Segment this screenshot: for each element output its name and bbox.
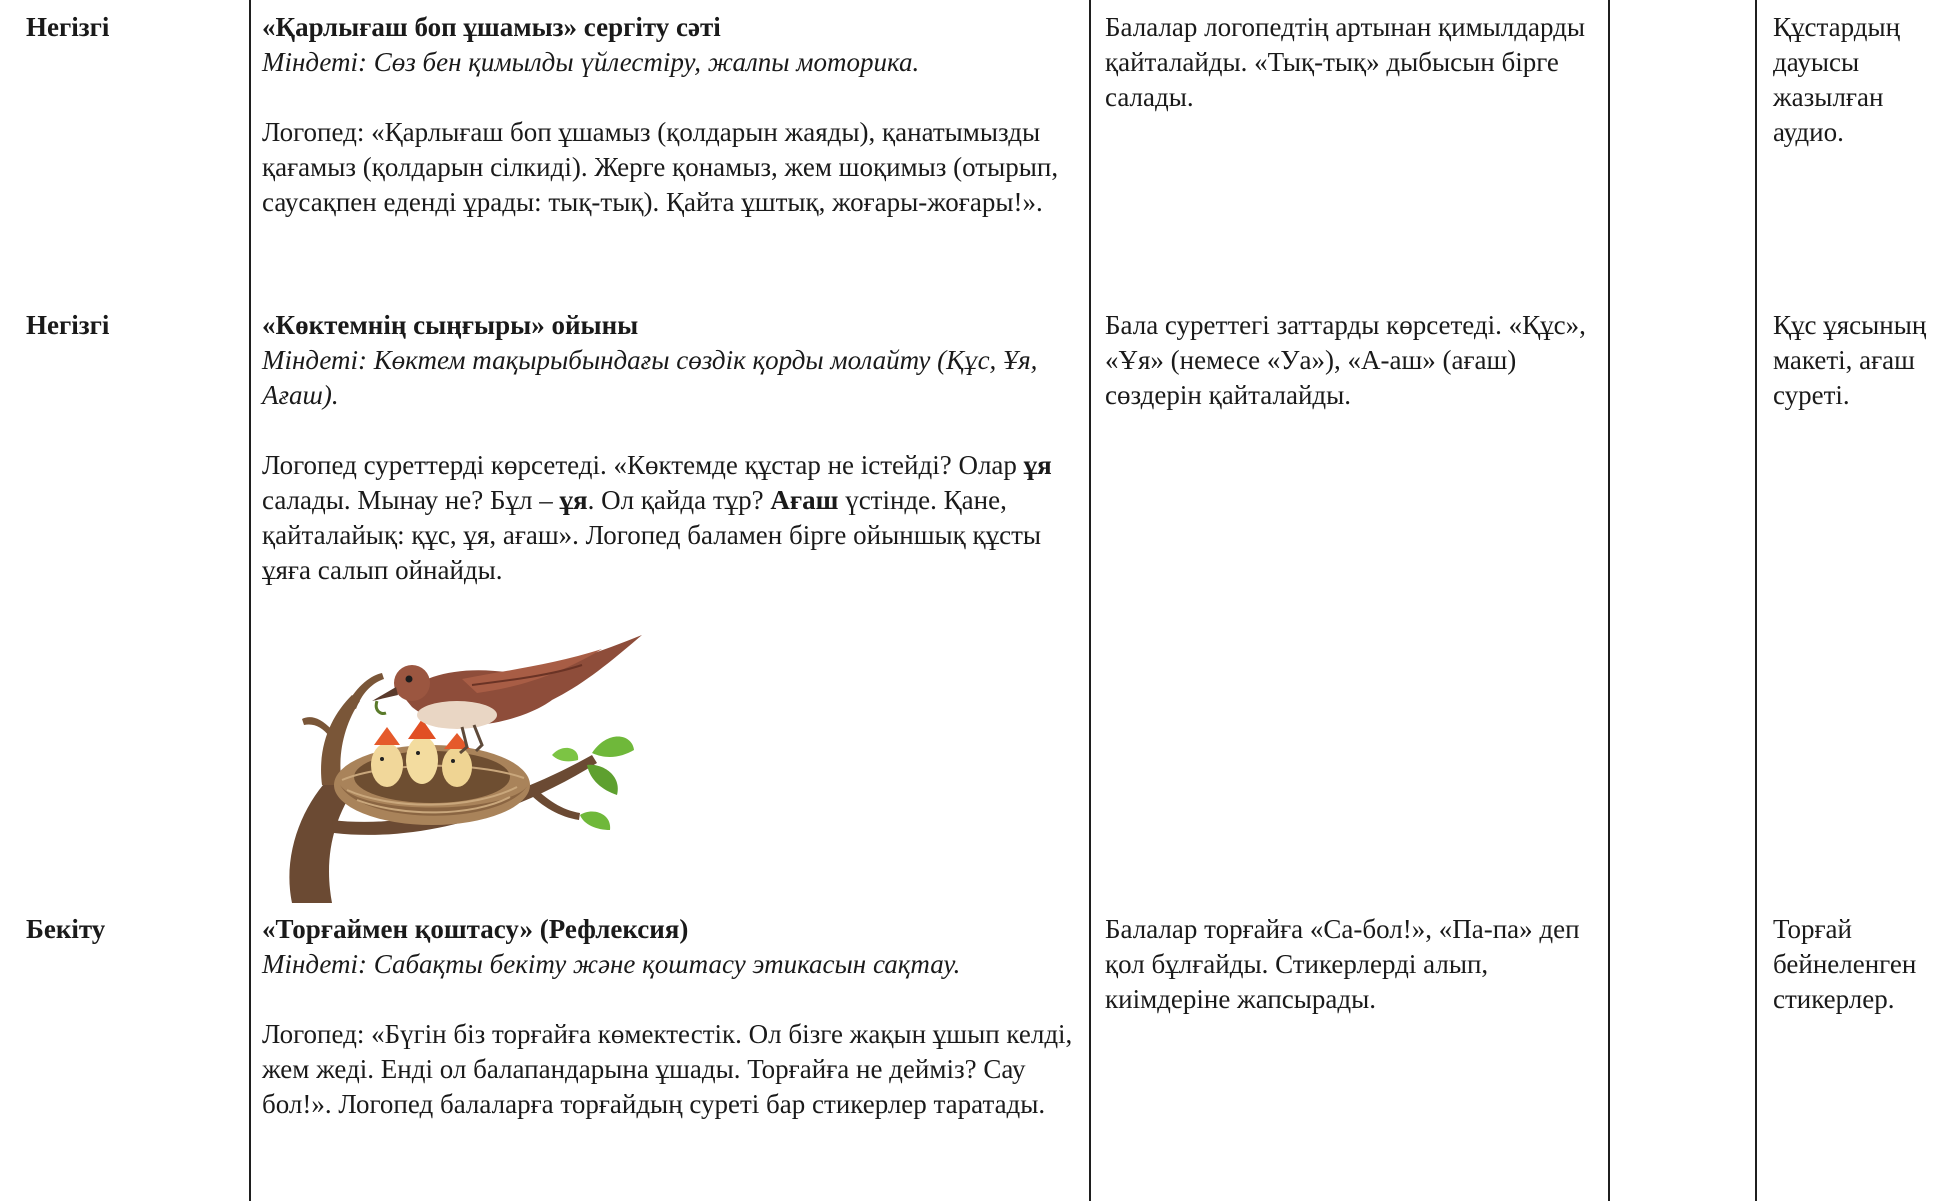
- bird-nest-illustration: [262, 635, 682, 905]
- children-activity: Балалар логопедтің артынан қимылдарды қайталайды. «Тық-тық» дыбысын бірге салады.: [1105, 12, 1586, 112]
- stage-label: Негізгі: [26, 12, 110, 42]
- activity-task: Міндеті: Көктем тақырыбындағы сөздік қорды молайту (Құс, Ұя, Ағаш).: [262, 345, 1038, 410]
- activity-text: Логопед: «Қарлығаш боп ұшамыз (қолдарын жаяды), қанатымызды қағамыз (қолдарын сілкиді). Жерге қонамыз, жем шоқимыз (отырып, саусақпен еденді ұрады: тық-тық). Қайта ұштық, жоғары-жоғары!».: [262, 117, 1059, 217]
- column-divider: [249, 0, 251, 1201]
- materials: Құс ұясының макеті, ағаш суреті.: [1773, 310, 1927, 410]
- activity-cell: [262, 912, 1082, 1122]
- children-activity: Бала суреттегі заттарды көрсетеді. «Құс», «Ұя» (немесе «Уа»), «А-аш» (ағаш) сөздерін қайталайды.: [1105, 310, 1586, 410]
- activity-title: «Қарлығаш боп ұшамыз» сергіту сәті: [262, 12, 721, 42]
- materials: Торғай бейнеленген стикерлер.: [1773, 914, 1917, 1014]
- activity-title: «Көктемнің сыңғыры» ойыны: [262, 310, 639, 340]
- activity-text: Логопед: «Бүгін біз торғайға көмектестік. Ол бізге жақын ұшып келді, жем жеді. Енді ол балапандарына ұшады. Торғайға не дейміз? Сау бол!». Логопед балаларға торғайдың суреті бар стикерлер таратады.: [262, 1019, 1073, 1119]
- activity-text: Логопед суреттерді көрсетеді. «Көктемде құстар не істейді? Олар ұя салады. Мынау не? Бұл – ұя. Ол қайда тұр? Ағаш үстінде. Қане, қайталайық: құс, ұя, ағаш». Логопед баламен бірге ойыншық құсты ұяға салып ойнайды.: [262, 450, 1052, 585]
- stage-label: Негізгі: [26, 310, 110, 340]
- activity-title: «Торғаймен қоштасу» (Рефлексия): [262, 914, 689, 944]
- column-divider: [1089, 0, 1091, 1201]
- children-activity: Балалар торғайға «Са-бол!», «Па-па» деп қол бұлғайды. Стикерлерді алып, киімдеріне жапсырады.: [1105, 914, 1580, 1014]
- activity-task: Міндеті: Сөз бен қимылды үйлестіру, жалпы моторика.: [262, 47, 920, 77]
- activity-cell: [262, 10, 1082, 220]
- stage-label: Бекіту: [26, 914, 106, 944]
- materials: Құстардың дауысы жазылған аудио.: [1773, 12, 1901, 147]
- column-divider: [1608, 0, 1610, 1201]
- column-divider: [1755, 0, 1757, 1201]
- activity-task: Міндеті: Сабақты бекіту және қоштасу этикасын сақтау.: [262, 949, 961, 979]
- activity-cell: [262, 308, 1082, 588]
